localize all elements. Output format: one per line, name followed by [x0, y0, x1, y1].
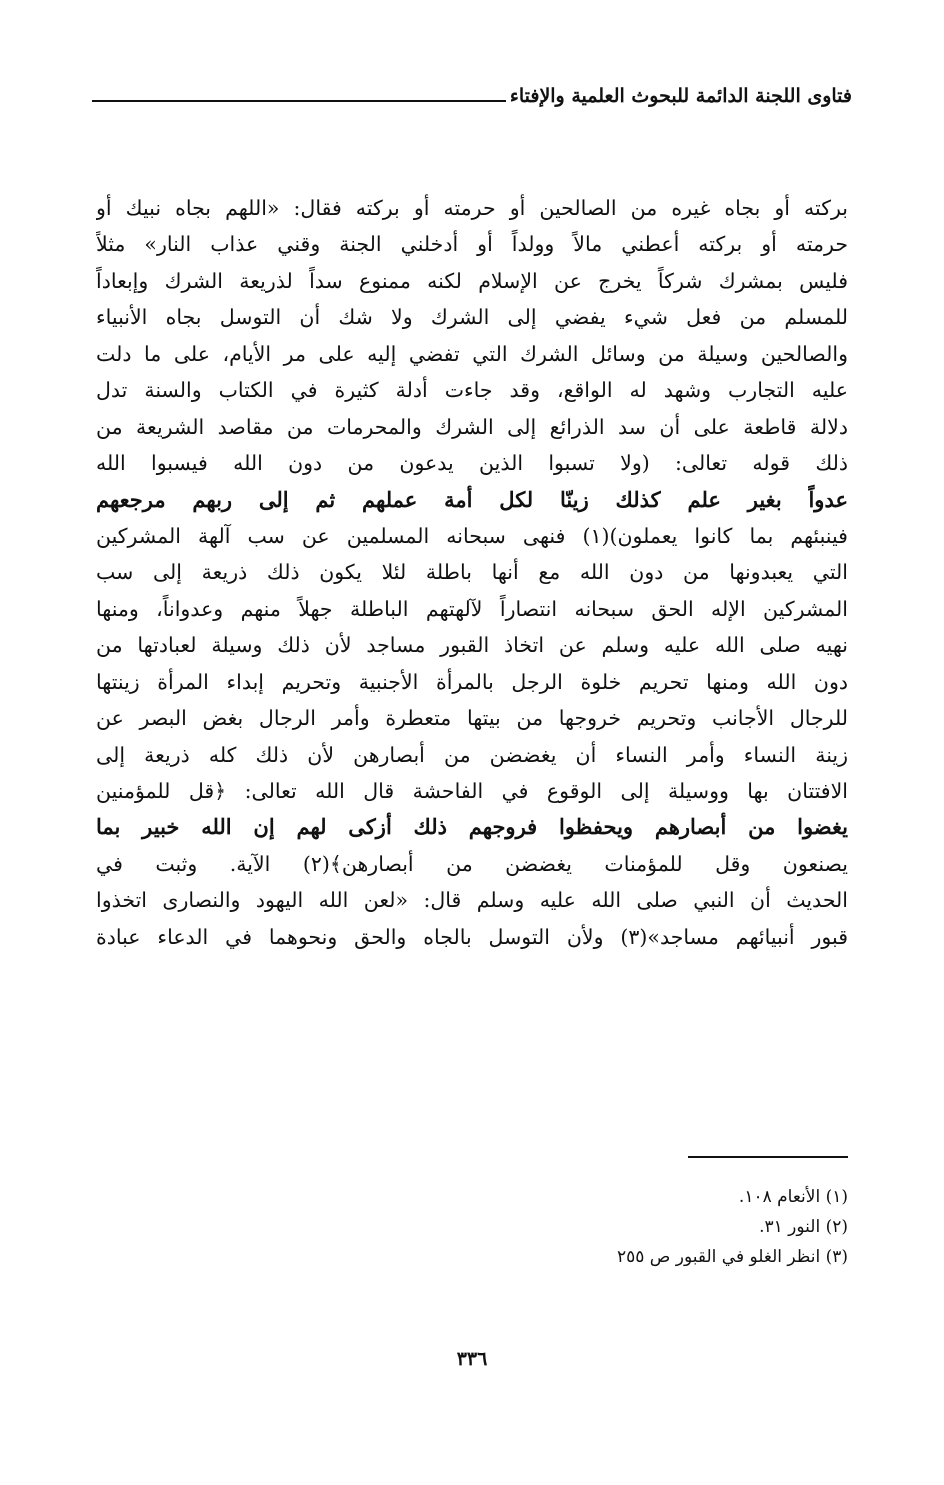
body-line: دلالة قاطعة على أن سد الذرائع إلى الشرك والمحرمات من مقاصد الشريعة من	[96, 414, 848, 439]
body-line: الافتتان بها ووسيلة إلى الوقوع في الفاحشة قال الله تعالى: ﴿قل للمؤمنين	[96, 779, 848, 803]
body-line: نهيه صلى الله عليه وسلم عن اتخاذ القبور مساجد لأن ذلك وسيلة لعبادتها من	[96, 633, 848, 658]
body-line: الحديث أن النبي صلى الله عليه وسلم قال: «لعن الله اليهود والنصارى اتخذوا	[96, 888, 848, 913]
body-line: التي يعبدونها من دون الله مع أنها باطلة لئلا يكون ذلك ذريعة إلى سب	[96, 560, 848, 585]
footnote: (٣) انظر الغلو في القبور ص ٢٥٥	[616, 1247, 848, 1267]
footnote-separator	[688, 1156, 848, 1158]
body-line: والصالحين وسيلة من وسائل الشرك التي تفضي إليه على مر الأيام، على ما دلت	[96, 341, 848, 366]
body-line: دون الله ومنها تحريم خلوة الرجل بالمرأة الأجنبية وتحريم إبداء المرأة زينتها	[96, 669, 848, 694]
body-line: عليه التجارب وشهد له الواقع، وقد جاءت أدلة كثيرة في الكتاب والسنة تدل	[96, 378, 848, 403]
body-line: المشركين الإله الحق سبحانه انتصاراً لآلهتهم الباطلة جهلاً منهم وعدواناً، ومنها	[96, 596, 848, 621]
body-line: بركته أو بجاه غيره من الصالحين أو حرمته أو بركته فقال: «اللهم بجاه نبيك أو	[96, 196, 848, 220]
footnote: (٢) النور ٣١.	[759, 1217, 848, 1237]
quran-verse-line: عدواً بغير علم كذلك زينّا لكل أمة عملهم ثم إلى ربهم مرجعهم	[96, 486, 848, 512]
footnotes	[448, 1182, 848, 1272]
body-line: فينبئهم بما كانوا يعملون)(١) فنهى سبحانه المسلمين عن سب آلهة المشركين	[96, 523, 848, 548]
body-line: زينة النساء وأمر النساء أن يغضضن من أبصارهن لأن ذلك كله ذريعة إلى	[96, 742, 848, 767]
body-line: حرمته أو بركته أعطني مالاً وولداً أو أدخلني الجنة وقني عذاب النار» مثلاً	[96, 232, 848, 257]
body-line: فليس بمشرك شركاً يخرج عن الإسلام لكنه ممنوع سداً لذريعة الشرك وإبعاداً	[96, 268, 848, 293]
quran-verse-line: يغضوا من أبصارهم ويحفظوا فروجهم ذلك أزكى لهم إن الله خبير بما	[96, 814, 848, 840]
page-number: ٣٣٦	[456, 1348, 488, 1370]
body-line: يصنعون وقل للمؤمنات يغضضن من أبصارهن﴾(٢) الآية. وثبت في	[96, 851, 848, 876]
header-title: فتاوى اللجنة الدائمة للبحوث العلمية والإفتاء	[506, 84, 852, 108]
footnote: (١) الأنعام ١٠٨.	[738, 1187, 848, 1207]
body-text	[96, 190, 848, 955]
body-line: ذلك قوله تعالى: (ولا تسبوا الذين يدعون من دون الله فيسبوا الله	[96, 451, 848, 476]
running-header	[92, 84, 852, 114]
body-line: للرجال الأجانب وتحريم خروجها من بيتها متعطرة وأمر الرجال بغض البصر عن	[96, 706, 848, 731]
body-line: للمسلم من فعل شيء يفضي إلى الشرك ولا شك أن التوسل بجاه الأنبياء	[96, 305, 848, 330]
body-line: قبور أنبيائهم مساجد»(٣) ولأن التوسل بالجاه والحق ونحوهما في الدعاء عبادة	[96, 924, 848, 949]
